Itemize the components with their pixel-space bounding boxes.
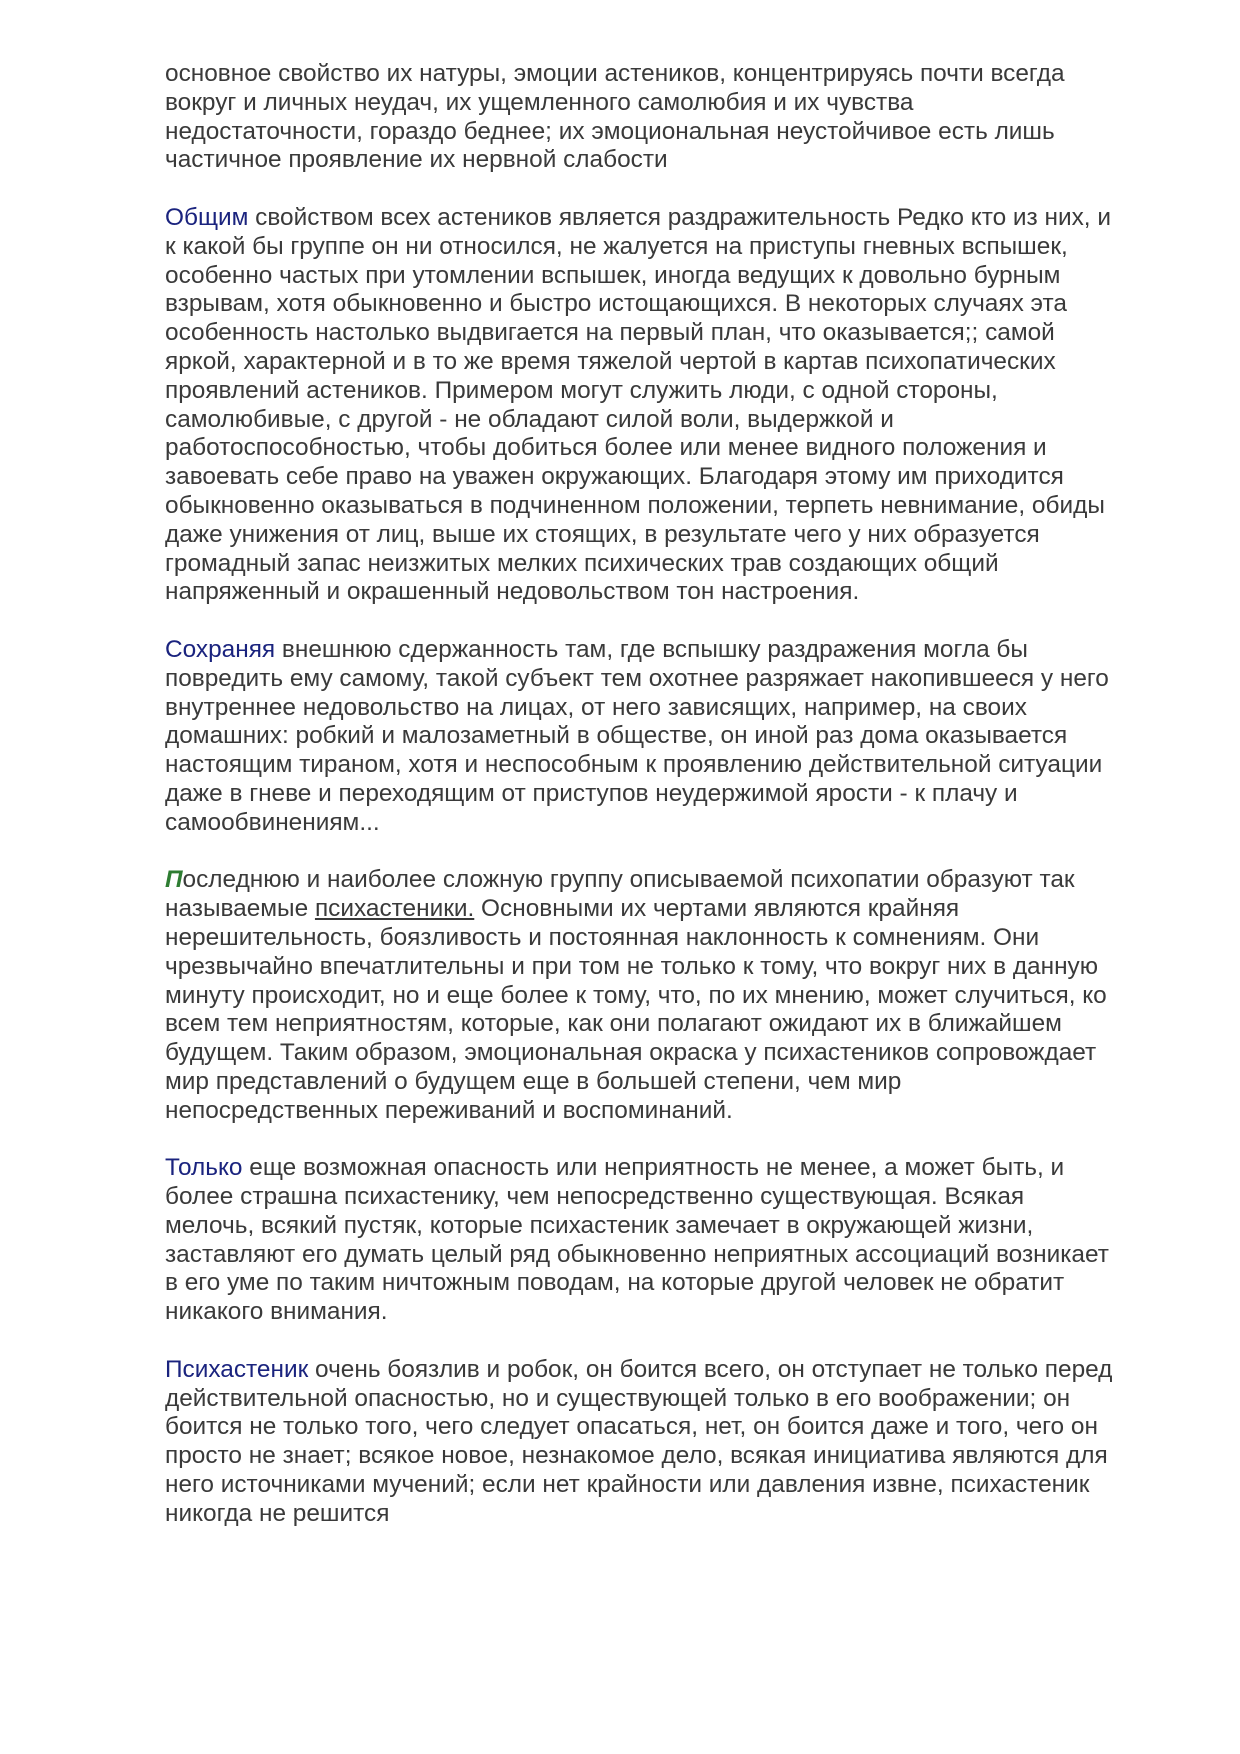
paragraph-1 (165, 60, 1115, 175)
paragraph-2-text: свойством всех астеников является раздражительность Редко кто из них, и к какой бы группе он ни относился, не жалуется на приступы гневных вспышек, особенно частых при утомлении вспышек, иногда ведущих к довольно бурным взрывам, хотя обыкновенно и быстро истощающихся. В некоторых случаях эта особенность настолько выдвигается на первый план, что оказывается;; самой яркой, характерной и в то же время тяжелой чертой в картав психопатических проявлений астеников. Примером могут служить люди, с одной стороны, самолюбивые, с другой - не обладают силой воли, выдержкой и работоспособностью, чтобы добиться более или менее видного положения и завоевать себе право на уважен окружающих. Благодаря этому им приходится обыкновенно оказываться в подчиненном положении, терпеть невнимание, обиды даже унижения от лиц, выше их стоящих, в результате чего у них образуется громадный запас неизжитых мелких психических трав создающих общий напряженный и окрашенный недовольством тон настроения. (165, 203, 1111, 606)
paragraph-4-text-before: оследнюю и наиболее сложную группу описываемой психопатии образуют так называемые (165, 866, 1075, 923)
document-page (165, 60, 1115, 1557)
paragraph-2 (165, 204, 1115, 607)
paragraph-4-underlined-term: психастеники. (314, 895, 475, 923)
paragraph-5-lead: Только (165, 1154, 243, 1182)
paragraph-4 (165, 866, 1115, 1125)
paragraph-6-text: очень боязлив и робок, он боится всего, он отступает не только перед действительной опасностью, но и существующей только в его воображении; он боится не только того, чего следует опасаться, нет, он боится даже и того, чего он просто не знает; всякое новое, незнакомое дело, всякая инициатива являются для него источниками мучений; если нет крайности или давления извне, психастеник никогда не решится (165, 1355, 1113, 1527)
paragraph-6-lead: Психастеник (165, 1355, 309, 1383)
paragraph-3-lead: Сохраняя (165, 635, 276, 663)
paragraph-5 (165, 1154, 1115, 1327)
paragraph-3-text: внешнюю сдержанность там, где вспышку раздражения могла бы повредить ему самому, такой субъект тем охотнее разряжает накопившееся у него внутреннее недовольство на лицах, от него зависящих, например, на своих домашних: робкий и малозаметный в обществе, он иной раз дома оказывается настоящим тираном, хотя и неспособным к проявлению действительной ситуации даже в гневе и переходящим от приступов неудержимой ярости - к плачу и самообвинениям... (165, 635, 1109, 836)
paragraph-3 (165, 636, 1115, 838)
paragraph-5-text: еще возможная опасность или неприятность не менее, а может быть, и более страшна психастенику, чем непосредственно существующая. Всякая мелочь, всякий пустяк, которые психастеник замечает в окружающей жизни, заставляют его думать целый ряд обыкновенно неприятных ассоциаций возникает в его уме по таким ничтожным поводам, на которые другой человек не обратит никакого внимания. (165, 1154, 1109, 1326)
paragraph-4-text-after: Основными их чертами являются крайняя нерешительность, боязливость и постоянная наклонность к сомнениям. Они чрезвычайно впечатлительны и при том не только к тому, что вокруг них в данную минуту происходит, но и еще более к тому, что, по их мнению, может случиться, ко всем тем неприятностям, которые, как они полагают ожидают их в ближайшем будущем. Таким образом, эмоциональная окраска у психастеников сопровождает мир представлений о будущем еще в большей степени, чем мир непосредственных переживаний и воспоминаний. (165, 895, 1107, 1124)
paragraph-1-text: основное свойство их натуры, эмоции астеников, концентрируясь почти всегда вокруг и личных неудач, их ущемленного самолюбия и их чувства недостаточности, гораздо беднее; их эмоциональная неустойчивое есть лишь частичное проявление их нервной слабости (165, 60, 1065, 174)
paragraph-2-lead: Общим (165, 203, 249, 231)
paragraph-4-initial: П (165, 866, 183, 894)
paragraph-6 (165, 1356, 1115, 1529)
